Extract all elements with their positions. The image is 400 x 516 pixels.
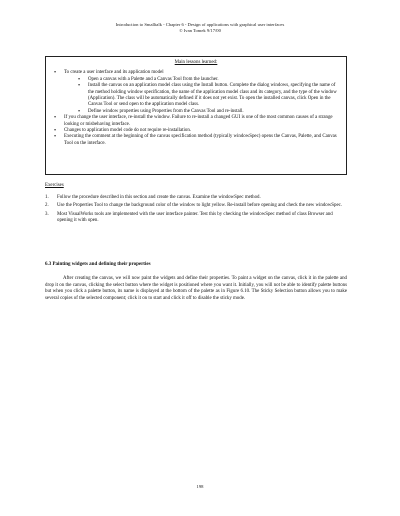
lesson-item: • Executing the comment at the beginning of the canvas specification method (typically windowSpec) opens the Canvas, Palette, and Canvas Tool on the interface. xyxy=(52,134,340,147)
lesson-subitem: • Install the canvas on an application model class using the Install button. Complete the dialog windows, specifying the name of the method holding window specification, the name of the application model class and its category, and the type of the window (Application). The class will be automatically defined if it does not yet exist. To open the installed canvas, click Open in the Canvas Tool or send open to the application model class. xyxy=(76,83,340,109)
header-line-1: Introduction to Smalltalk - Chapter 6 - Design of applications with graphical user interfaces xyxy=(115,22,285,27)
exercise-text: Follow the procedure described in this section and create the canvas. Examine the windowSpec method. xyxy=(57,195,261,200)
exercises-title: Exercises xyxy=(45,183,64,188)
lesson-item: • If you change the user interface, re-install the window. Failure to re-install a changed GUI is one of the most common causes of a strange looking or misbehaving interface. xyxy=(52,115,340,128)
lesson-item-text: To create a user interface and its application model xyxy=(64,70,164,76)
main-lessons-box xyxy=(45,56,347,175)
running-header xyxy=(0,22,400,34)
lessons-list xyxy=(52,70,340,147)
exercise-text: Use the Properties Tool to change the background color of the window to light yellow. Re-install before opening and check the new windowSpec. xyxy=(57,203,343,209)
section-heading: 6.3 Painting widgets and defining their properties xyxy=(45,262,151,267)
lesson-item xyxy=(52,70,340,115)
lessons-title: Main lessons learned: xyxy=(174,60,218,65)
exercises-list xyxy=(45,195,347,227)
exercise-number: 3. xyxy=(45,211,49,217)
page-number: 198 xyxy=(196,484,204,489)
exercise-text: Most VisualWorks tools are implemented with the user interface painter. Test this by checking the windowSpec method of class Browser and opening it with open. xyxy=(57,211,333,224)
exercise-item xyxy=(45,212,347,225)
lesson-sublist xyxy=(64,77,340,115)
exercise-item xyxy=(45,195,347,201)
lesson-subitem: • Open a canvas with a Palette and a Canvas Tool from the launcher. xyxy=(76,77,340,83)
section-paragraph: After creating the canvas, we will now paint the widgets and define their properties. To paint a widget on the canvas, click it in the palette and drop it on the canvas, clicking the select button where the widget is positioned where you want it. Initially, you will not be able to identify palette buttons but when you click a palette button, its name is displayed at the bottom of the palette as in Figure 6.10. The Sticky Selection button allows you to make several copies of the selected component; click it on to start and click it off to disable the sticky mode. xyxy=(45,276,347,301)
header-line-2: © Ivan Tomek 9/17/00 xyxy=(179,28,221,33)
exercise-number: 1. xyxy=(45,195,49,200)
exercise-number: 2. xyxy=(45,203,49,209)
exercise-item xyxy=(45,203,347,209)
lesson-item: • Changes to application model code do not require re-installation. xyxy=(52,128,340,134)
lesson-subitem: • Define window properties using Properties from the Canvas Tool and re-install. xyxy=(76,109,340,115)
